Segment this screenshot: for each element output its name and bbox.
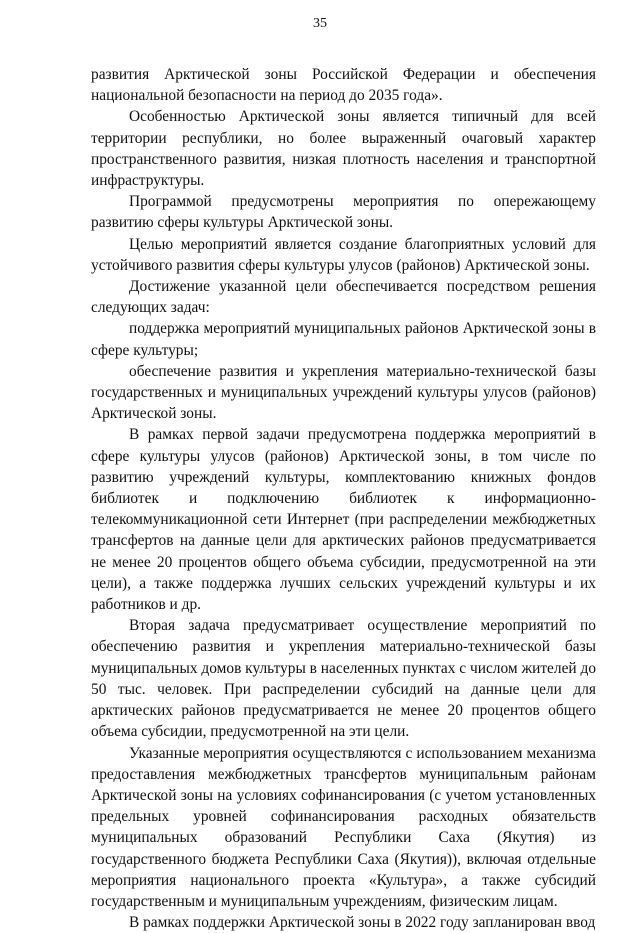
paragraph-continuation: развития Арктической зоны Российской Федерации и обеспечения национальной безопасности на период до 2035 года». [91,66,596,105]
paragraph-2022-plans: В рамках поддержки Арктической зоны в 2022 году запланирован ввод [129,914,596,932]
paragraph-goal: Целью мероприятий является создание благоприятных условий для устойчивого развития сферы культуры улусов (районов) Арктической зоны. [91,235,596,274]
paragraph-task-one: поддержка мероприятий муниципальных районов Арктической зоны в сфере культуры; [91,320,596,359]
paragraph-program-measures: Программой предусмотрены мероприятия по опережающему развитию сферы культуры Арктической зоны. [91,193,596,232]
paragraph-mechanism: Указанные мероприятия осуществляются с использованием механизма предоставления межбюджетных трансфертов муниципальным районам Арктической зоны на условиях софинансирования (с учетом установленных предельных уровней софинансирования расходных обязательств муниципальных образований Республики Саха (Якутия) из государственного бюджета Республики Саха (Якутия)), включая отдельные мероприятия национального проекта «Культура», а также субсидий государственным и муниципальным учреждениям, физическим лицам. [91,744,596,910]
paragraph-second-task-details: Вторая задача предусматривает осуществление мероприятий по обеспечению развития и укрепления материально-технической базы муниципальных домов культуры в населенных пунктах с числом жителей до 50 тыс. человек. При распределении субсидий на данные цели для арктических районов предусматривается не менее 20 процентов общего объема субсидии, предусмотренной на эти цели. [91,617,597,741]
page-number: 35 [313,16,327,31]
paragraph-tasks-intro: Достижение указанной цели обеспечивается посредством решения следующих задач: [91,278,596,317]
paragraph-first-task-details: В рамках первой задачи предусмотрена поддержка мероприятий в сфере культуры улусов (районов) Арктической зоны, в том числе по развитию учреждений культуры, комплектованию книжных фондов библиотек и подключению библиотек к информационно-телекоммуникационной сети Интернет (при распределении межбюджетных трансфертов на данные цели для арктических районов предусматривается не менее 20 процентов общего объема субсидии, предусмотренной на эти цели), а также поддержка лучших сельских учреждений культуры и их работников и др. [91,426,596,614]
document-body [91,64,596,933]
paragraph-task-two: обеспечение развития и укрепления материально-технической базы государственных и муниципальных учреждений культуры улусов (районов) Арктической зоны. [91,362,596,423]
paragraph-arctic-features: Особенностью Арктической зоны является типичный для всей территории республики, но более выраженный очаговый характер пространственного развития, низкая плотность населения и транспортной инфраструктуры. [91,108,596,190]
